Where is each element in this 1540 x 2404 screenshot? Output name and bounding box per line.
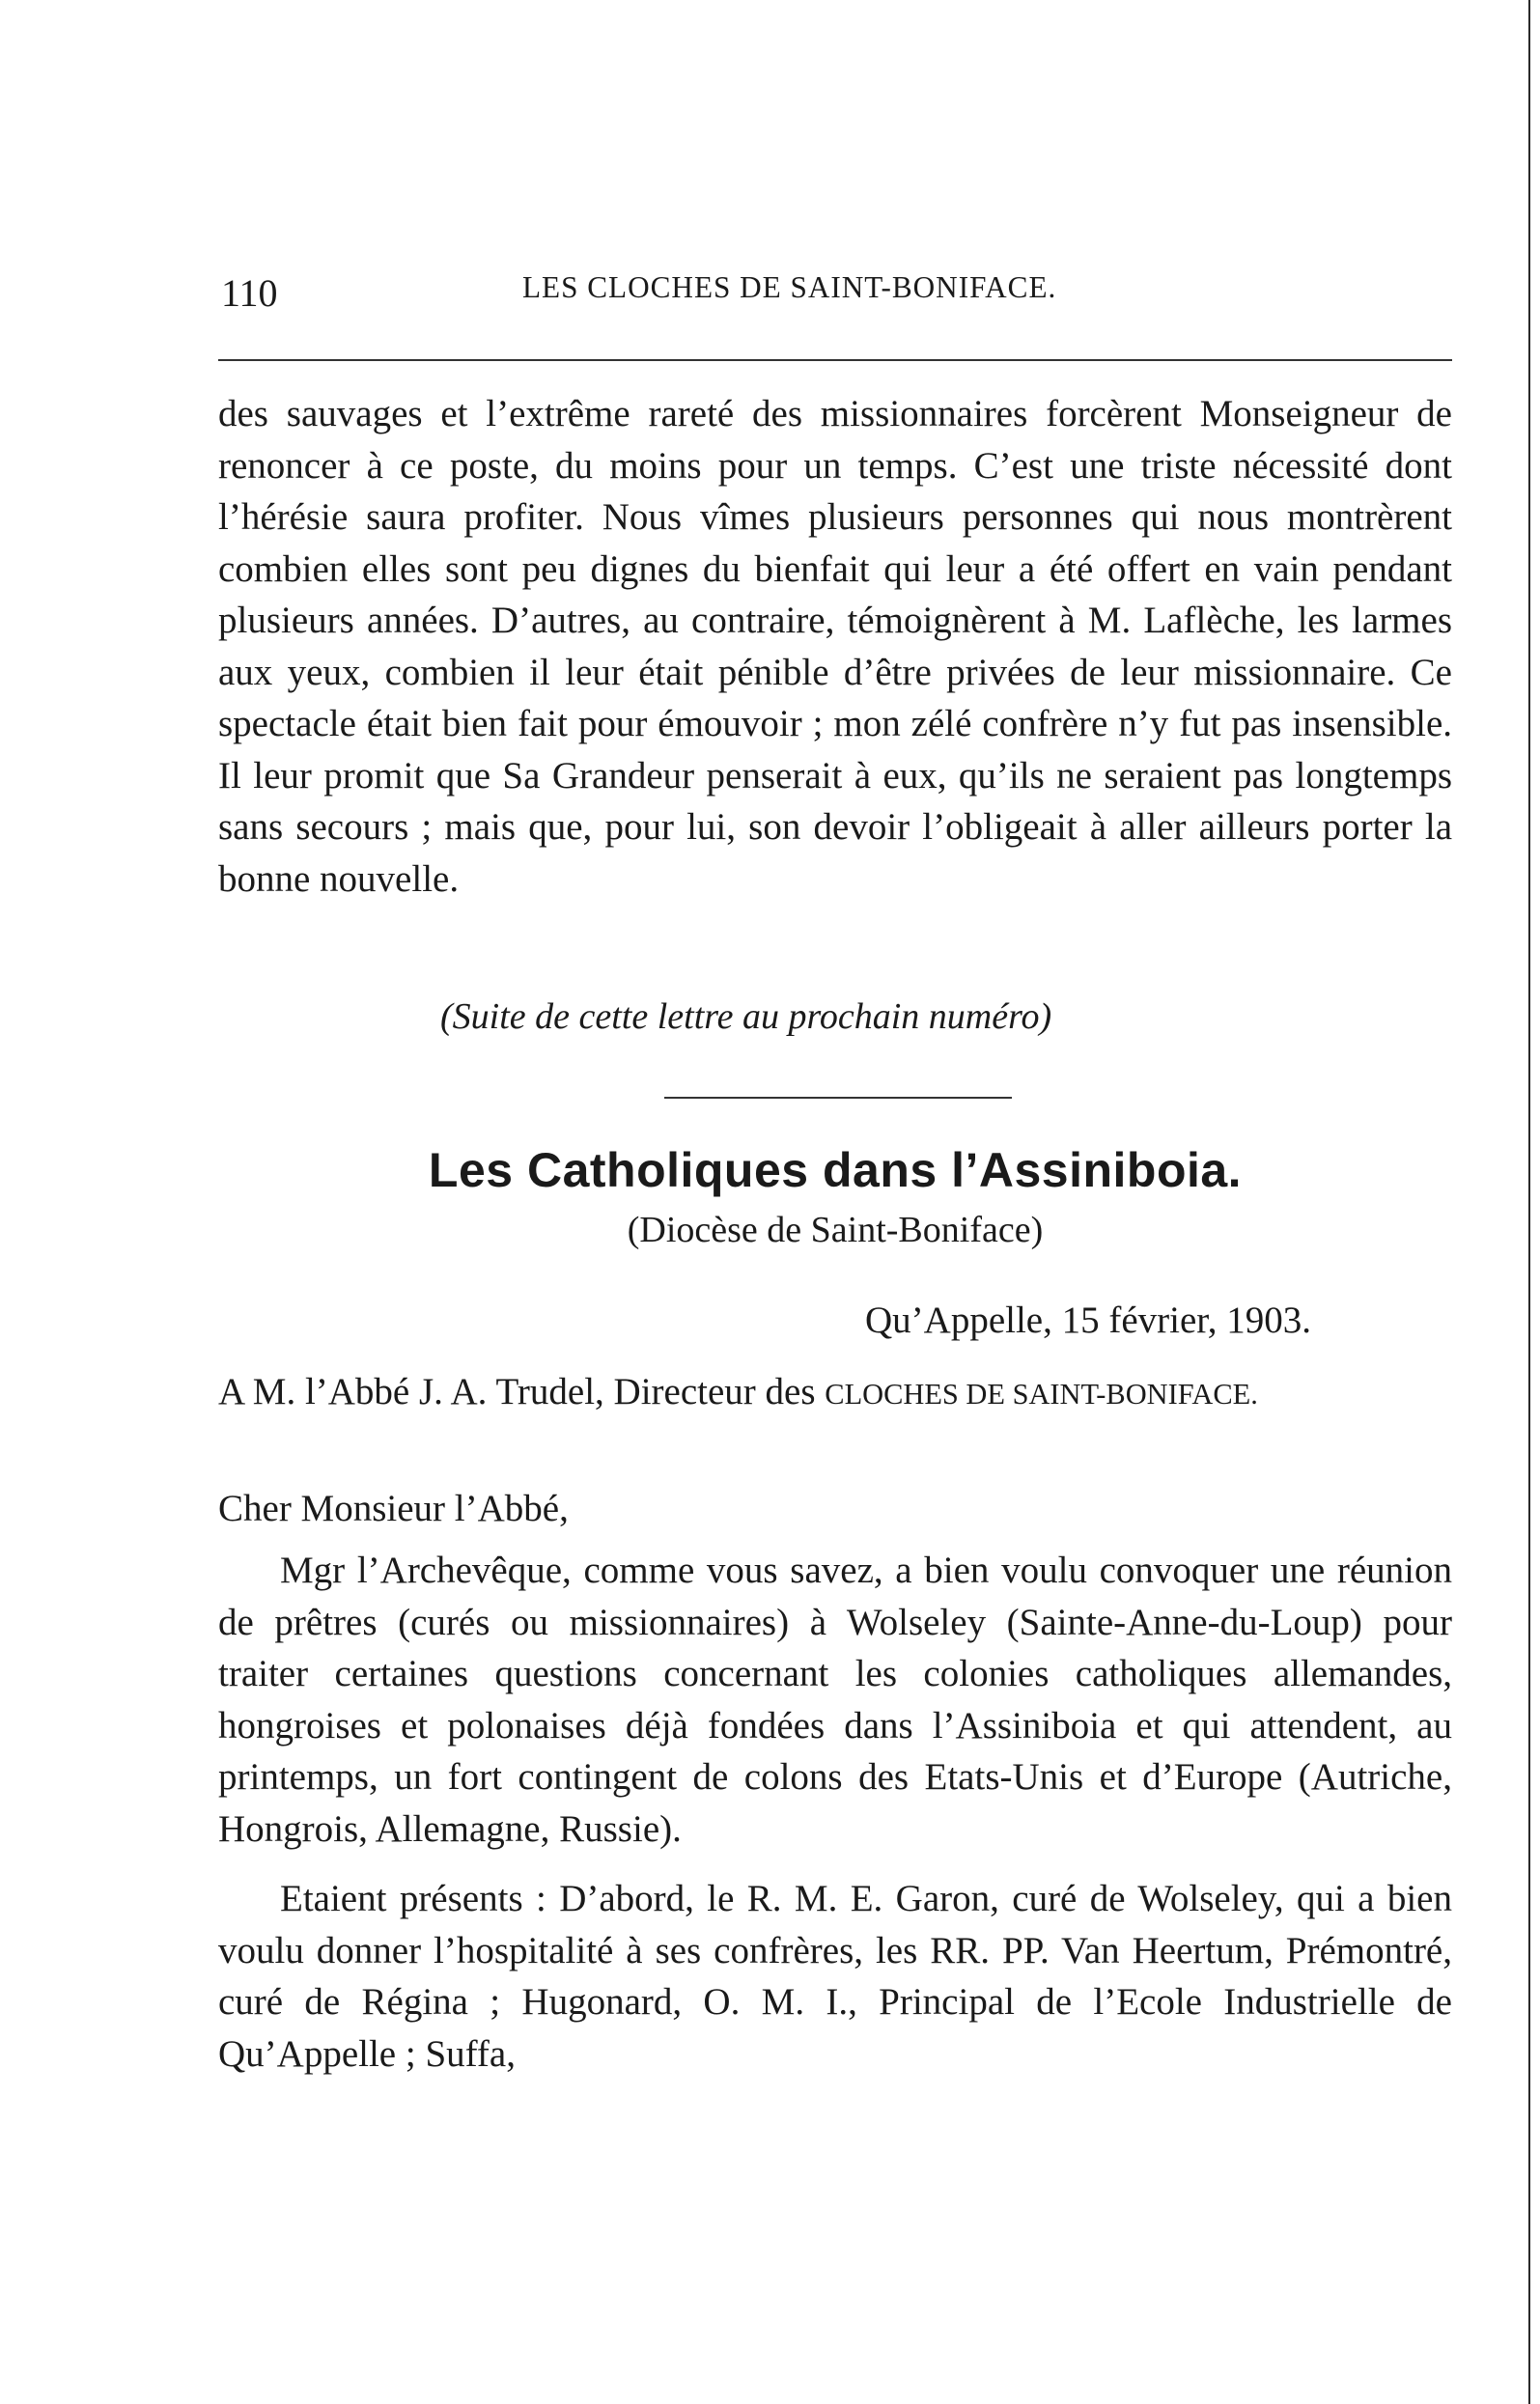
section-divider bbox=[664, 1097, 1012, 1099]
continued-paragraph: des sauvages et l’extrême rareté des missionnaires forcèrent Monseigneur de renoncer à ce poste, du moins pour un temps. C’est une triste nécessité dont l’hérésie saura profiter. Nous vîmes plusieurs personnes qui nous montrèrent combien elles sont peu dignes du bienfait qui leur a été offert en vain pendant plusieurs années. D’autres, au contraire, témoignèrent à M. Laflèche, les larmes aux yeux, combien il leur était pénible d’être privées de leur missionnaire. Ce spectacle était bien fait pour émouvoir ; mon zélé confrère n’y fut pas insensible. Il leur promit que Sa Grandeur penserait à eux, qu’ils ne seraient pas longtemps sans secours ; mais que, pour lui, son devoir l’obligeait à aller ailleurs porter la bonne nouvelle. bbox=[218, 393, 1452, 900]
address-journal: CLOCHES DE SAINT-BONIFACE. bbox=[825, 1378, 1258, 1411]
article-paragraph-1: Mgr l’Archevêque, comme vous savez, a bien voulu convoquer une réunion de prêtres (curés ou missionnaires) à Wolseley (Sainte-Anne-du-Loup) pour traiter certaines questions concernant les colonies catholiques allemandes, hongroises et polonaises déjà fondées dans l’Assiniboia et qui attendent, au printemps, un fort contingent de colons des Etats-Unis et d’Europe (Autriche, Hongrois, Allemagne, Russie). bbox=[218, 1550, 1452, 1850]
running-title: LES CLOCHES DE SAINT-BONIFACE. bbox=[522, 270, 1057, 304]
letter-salutation: Cher Monsieur l’Abbé, bbox=[218, 1488, 569, 1529]
article-paragraph-2: Etaient présents : D’abord, le R. M. E. Garon, curé de Wolseley, qui a bien voulu donner l’hospitalité à ses confrères, les RR. PP. Van Heertum, Prémontré, curé de Régina ; Hugonard, O. M. I., Principal de l’Ecole Industrielle de Qu’Appelle ; Suffa, bbox=[218, 1878, 1452, 2075]
page-edge-line bbox=[1528, 0, 1530, 2404]
article-title: Les Catholiques dans l’Assiniboia. bbox=[428, 1143, 1243, 1197]
letter-dateline: Qu’Appelle, 15 février, 1903. bbox=[865, 1300, 1311, 1341]
article-subtitle: (Diocèse de Saint-Boniface) bbox=[627, 1210, 1044, 1250]
letter-address bbox=[218, 1365, 1452, 1421]
address-prefix: A M. l’Abbé J. A. Trudel, Directeur des bbox=[218, 1371, 816, 1412]
page-number: 110 bbox=[221, 271, 278, 315]
continuation-note: (Suite de cette lettre au prochain numéro) bbox=[440, 996, 1052, 1037]
header-rule bbox=[218, 359, 1452, 361]
running-head bbox=[218, 270, 1452, 328]
